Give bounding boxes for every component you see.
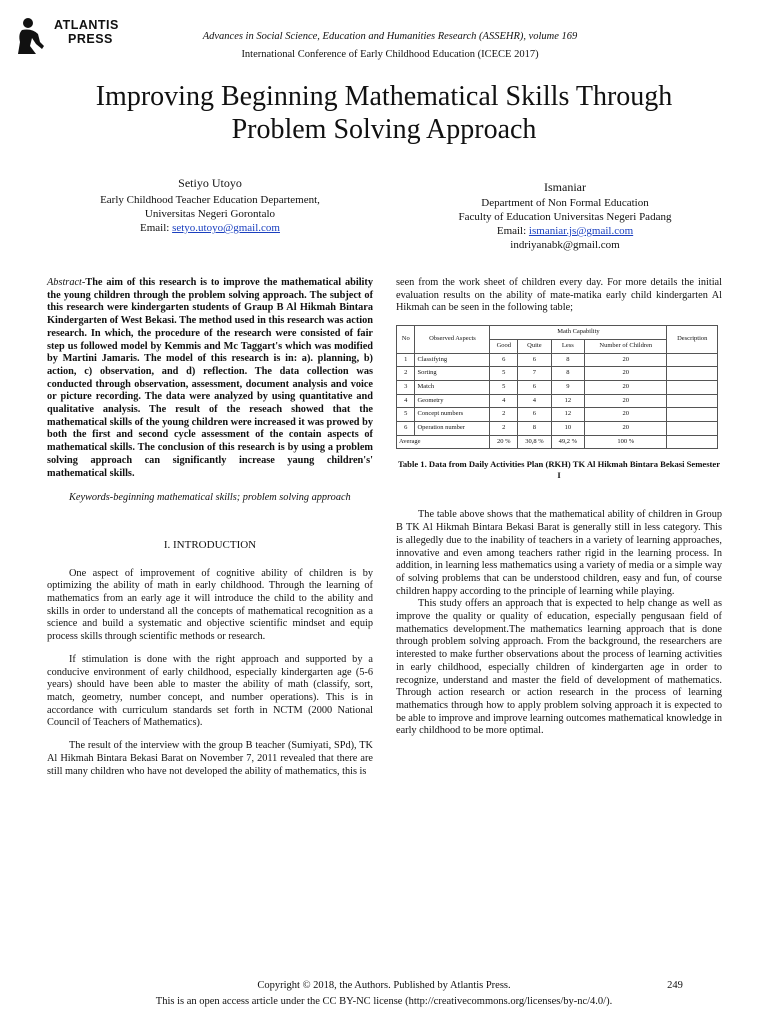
table-row: 6 Operation number 2 8 10 20 xyxy=(397,422,718,436)
table-row: 4 Geometry 4 4 12 20 xyxy=(397,394,718,408)
table-caption: Table 1. Data from Daily Activities Plan (RKH) TK Al Hikmah Bintara Bekasi Semester I xyxy=(397,459,721,481)
table-header: Number of Children xyxy=(585,339,667,353)
table-header: Good xyxy=(490,339,518,353)
author-univ: Universitas Negeri Gorontalo xyxy=(144,208,276,220)
author-name: Setiyo Utoyo xyxy=(178,176,242,190)
thinker-logo-icon xyxy=(14,16,48,56)
right-column xyxy=(396,277,722,738)
author-email-link[interactable]: ismaniar.js@gmail.com xyxy=(528,225,634,237)
abstract: Abstract-The aim of this research is to improve the mathematical ability the young children through the problem solving approach. The subject of this research were kindergarten students of Graup B Al Hikmah Bintara Kindergarten of West Bekasi. The method used in this research was action research. In which, the procedure of the research were consisted of fair step us followed model by Kemmis and Mc Taggart's which was modified by Martini Jamaris. The model of this research is in: a). planning, b) action, c) observation, and d) reflection. The data collection was conducted through observation, assessment, document analysis and voice or picture recording. The data were analyzed by using quantitative and qualitative analysis. The result of the reseach showed that the mathematical skills of the young children were increased it was prowed by both the first and second cycle assessment of the contain aspects of mathematical skills. The conclusion of this research is by using a problem solving approach can significantly increase yaung children's' mathematical skills. xyxy=(47,277,373,479)
paragraph: seen from the work sheet of children every day. For more details the initial evaluation results on the ability of mate-matika early child kindergarten Al Hikmah can be seen in the following table; xyxy=(396,277,722,314)
table-row-average: Average 20 % 30,8 % 49,2 % 100 % xyxy=(397,435,718,449)
left-column xyxy=(47,277,373,778)
author-dept: Department of Non Formal Education xyxy=(481,197,649,209)
data-table xyxy=(396,325,718,449)
table-header: Quite xyxy=(518,339,551,353)
table-header: No xyxy=(397,326,415,353)
conference-line: International Conference of Early Childhood Education (ICECE 2017) xyxy=(241,49,539,60)
table-header: Math Capability xyxy=(490,326,667,340)
author-email-link[interactable]: setyo.utoyo@gmail.com xyxy=(172,222,280,234)
paper-title: Improving Beginning Mathematical Skills Through Problem Solving Approach xyxy=(95,81,673,145)
paragraph: This study offers an approach that is expected to help change as well as improve the quality or quality of education, especially pengusaan field of mathematics development.The mathematics learning approach that is done through problem solving approach. From the background, the researchers are interested to make further observations about the process of learning activities in early childhood, especially children of kindergarten age in order to recognize, understand and master the field of development of mathematics. Through action research or action research in the process of learning mathematics through how to apply problem solving approach it is expected to be able to improve and improve learning outcomes mathematical knowledge in early childhood to be more optimal. xyxy=(396,598,722,737)
table-row: 1 Classifying 6 6 8 20 xyxy=(397,353,718,367)
table-row: 5 Concept numbers 2 6 12 20 xyxy=(397,408,718,422)
table-header: Observed Aspects xyxy=(415,326,490,353)
copyright-line: Copyright © 2018, the Authors. Published by Atlantis Press. xyxy=(257,980,511,991)
publisher-name: ATLANTIS PRESS xyxy=(54,18,119,46)
paragraph: The result of the interview with the group B teacher (Sumiyati, SPd), TK Al Hikmah Bintara Bekasi Barat on November 7, 2011 revealed that there are still many children who have not developed the ability of mathematics, this is xyxy=(47,740,373,777)
author-block-1 xyxy=(60,176,360,235)
table-header: Less xyxy=(551,339,584,353)
author-univ: Faculty of Education Universitas Negeri Padang xyxy=(458,211,672,223)
journal-line: Advances in Social Science, Education and Humanities Research (ASSEHR), volume 169 xyxy=(202,31,578,42)
license-line: This is an open access article under the CC BY-NC license (http://creativecommons.org/licenses/by-nc/4.0/). xyxy=(155,996,613,1007)
paragraph: One aspect of improvement of cognitive ability of children is by optimizing the ability of math in early childhood. Through the learning of mathematics from an early age it will introduce the child to the ability and skills in order to understand all the concepts of mathematical recognition as a science and build a systematic and objective scientific mindset and equip process skills through scientific methods or research. xyxy=(47,567,373,643)
table-row: 2 Sorting 5 7 8 20 xyxy=(397,367,718,381)
author-email-line: Email: ismaniar.js@gmail.com xyxy=(496,225,634,237)
author-name: Ismaniar xyxy=(544,180,586,194)
author-dept: Early Childhood Teacher Education Departement, xyxy=(100,194,320,206)
paragraph: The table above shows that the mathematical ability of children in Group B TK Al Hikmah Bintara Bekasi Barat is generally still in less category. This is allegedly due to the inability of teachers in a variety of learning approaches, innovative and even among teachers rather rigid in the learning process. In addition, in learning less mathematics using a variety of media or a simple way of solving problems that can be understood children, easy and fun, of course children happy according to the principle of learning while playing. xyxy=(396,509,722,597)
table-row: 3 Match 5 6 9 20 xyxy=(397,380,718,394)
section-heading: I. INTRODUCTION xyxy=(163,538,257,551)
atlantis-press-logo xyxy=(14,16,124,60)
author-email-secondary: indriyanabk@gmail.com xyxy=(510,239,620,251)
author-block-2 xyxy=(410,180,720,252)
keywords: Keywords-beginning mathematical skills; problem solving approach xyxy=(69,492,351,504)
author-email-line: Email: setyo.utoyo@gmail.com xyxy=(140,222,280,234)
paragraph: If stimulation is done with the right approach and supported by a conducive environment of early childhood, especially kindergarten age (5-6 years) should have been able to master the ability of math (classify, sort, match, geometry, number concept, and number operations). This is in accordance with curriculum standards set forth in NCTM (2000 National Council of Teachers of Mathematics). xyxy=(47,653,373,729)
table-header: Description xyxy=(667,326,718,353)
page-number: 249 xyxy=(667,980,683,991)
